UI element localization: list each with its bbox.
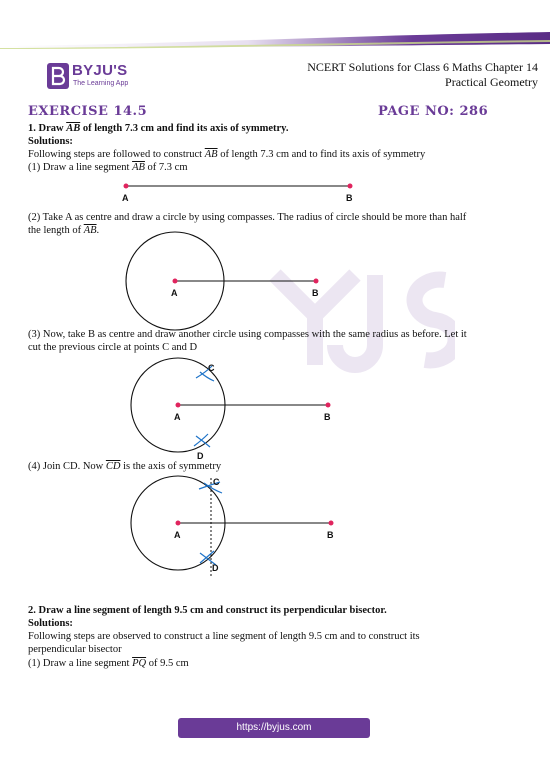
point-b	[329, 521, 334, 526]
q1-step4-seg: $\overline{CD}$	[105, 461, 121, 472]
exercise-title: EXERCISE 14.5	[28, 104, 148, 119]
q1-intro-post: of length 7.3 cm and to find its axis of symmetry	[217, 149, 426, 160]
q2-solutions-label: Solutions:	[28, 618, 73, 629]
label-a: A	[174, 530, 181, 540]
q1-intro-seg: $\overline{AB}$	[204, 149, 218, 160]
label-a: A	[122, 193, 129, 203]
label-d: D	[197, 451, 204, 461]
q2-step1	[28, 657, 528, 671]
header-chapter: NCERT Solutions for Class 6 Maths Chapter 14	[307, 60, 538, 74]
q1-title-post: of length 7.3 cm and find its axis of symmetry.	[80, 123, 289, 134]
q1-step2-post: .	[96, 225, 100, 236]
q1-intro-pre: Following steps are followed to construct	[28, 149, 205, 160]
label-a: A	[174, 412, 181, 422]
label-b: B	[312, 288, 319, 298]
q2-intro-line1: Following steps are observed to construct a line segment of length 9.5 cm and to construct its	[28, 631, 420, 642]
header-topic: Practical Geometry	[445, 75, 538, 89]
q2-title: 2. Draw a line segment of length 9.5 cm and construct its perpendicular bisector.	[28, 605, 387, 616]
label-b: B	[327, 530, 334, 540]
q2-step1-post: of 9.5 cm	[146, 658, 189, 669]
label-c: C	[213, 477, 220, 487]
q1-step3-line2: cut the previous circle at points C and D	[28, 342, 198, 353]
q1-step2-line1: (2) Take A as centre and draw a circle by using compasses. The radius of circle should be more than half	[28, 212, 467, 223]
q1-step2-pre: the length of	[28, 225, 84, 236]
q2-step1-seg: $\overline{PQ}$	[132, 658, 147, 669]
label-d: D	[212, 563, 219, 573]
q1-step1-post: of 7.3 cm	[144, 162, 188, 173]
label-b: B	[324, 412, 331, 422]
q1-title-seg: $\overline{AB}$	[66, 123, 81, 134]
q1-step4-pre: (4) Join CD. Now	[28, 461, 106, 472]
point-a	[176, 521, 181, 526]
label-a: A	[171, 288, 178, 298]
q1-title-pre: 1. Draw	[28, 123, 67, 134]
page-number-title: PAGE NO: 286	[378, 104, 489, 119]
label-c: C	[208, 363, 215, 373]
brand-name: BYJU'S	[72, 62, 128, 79]
q2-step1-pre: (1) Draw a line segment	[28, 658, 133, 669]
q1-step4-post: is the axis of symmetry	[120, 461, 222, 472]
q1-solutions-label: Solutions:	[28, 136, 73, 147]
footer-url-link[interactable]: https://byjus.com	[178, 718, 370, 738]
q1-step1-pre: (1) Draw a line segment	[28, 162, 133, 173]
q1-step2-seg: $\overline{AB}$	[83, 225, 97, 236]
q1-step3-line1: (3) Now, take B as centre and draw another circle using compasses with the same radius as before. Let it	[28, 329, 467, 340]
q1-step1-seg: $\overline{AB}$	[132, 162, 145, 173]
brand-tagline: The Learning App	[73, 80, 129, 87]
label-b: B	[346, 193, 353, 203]
q2-intro-line2: perpendicular bisector	[28, 644, 122, 655]
